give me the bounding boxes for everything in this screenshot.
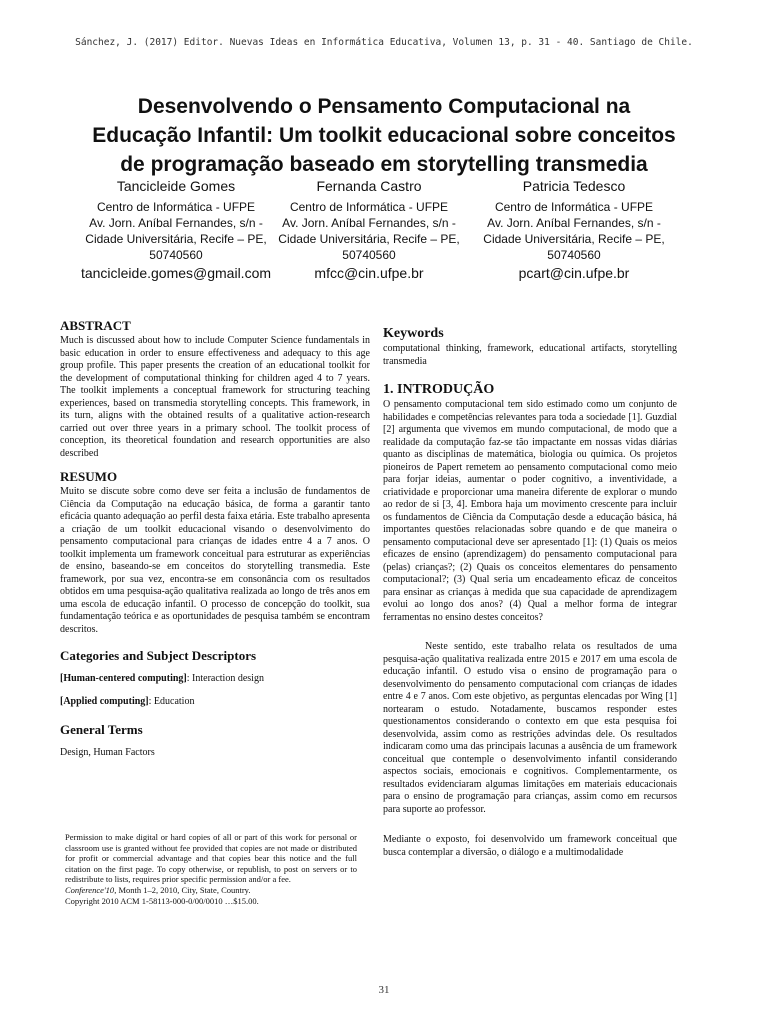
title-line: Desenvolvendo o Pensamento Computacional na	[137, 95, 631, 118]
resumo-heading: RESUMO	[60, 469, 118, 484]
author-address: Av. Jorn. Aníbal Fernandes, s/n -	[487, 216, 661, 230]
abstract-heading: ABSTRACT	[60, 318, 131, 333]
category-value: : Education	[148, 695, 195, 707]
author-address: Av. Jorn. Aníbal Fernandes, s/n -	[282, 216, 456, 230]
author-address: Cidade Universitária, Recife – PE,	[483, 232, 665, 246]
conference-line	[65, 885, 357, 896]
left-column	[60, 318, 370, 770]
author-name: Tancicleide Gomes	[116, 178, 236, 194]
author-name: Patricia Tedesco	[522, 178, 626, 194]
author-affiliation: Centro de Informática - UFPE	[96, 200, 256, 214]
keywords-text: computational thinking, framework, educational artifacts, storytelling transmedia	[383, 343, 677, 367]
category-label: [Human-centered computing]	[60, 673, 187, 684]
author-block	[269, 177, 469, 282]
author-email: mfcc@cin.ufpe.br	[314, 265, 424, 281]
category-item	[60, 673, 370, 686]
right-column	[383, 326, 677, 859]
author-postcode: 50740560	[149, 248, 203, 262]
copyright-notice	[65, 832, 357, 906]
category-item	[60, 696, 370, 709]
author-address: Cidade Universitária, Recife – PE,	[278, 232, 460, 246]
category-value: : Interaction design	[186, 673, 264, 684]
abstract-text: Much is discussed about how to include Computer Science fundamentals in basic education in order to ensure effectiveness and adequacy to this age group profile. This paper presents the creation of an educational toolkit for the development of computational thinking for children aged 4 to 7 years. The toolkit implements a conceptual framework for structuring teaching experiences, based on transmedia storytelling concepts. This framework, in its turn, aligns with the obtained results of a qualitative action-research carried out over three years in a primary school. The toolkit process of conception, its theoretical foundation and research opportunities are also described	[60, 335, 370, 459]
author-email: tancicleide.gomes@gmail.com	[80, 265, 272, 281]
general-terms-heading: General Terms	[60, 722, 143, 737]
author-address: Cidade Universitária, Recife – PE,	[85, 232, 267, 246]
intro-paragraph: O pensamento computacional tem sido estimado como um conjunto de habilidades e competências relevantes para toda a sociedade [1]. Guzdial [2] argumenta que vivemos em mundo computacional, de modo que a realidade da computação faz-se tão impactante em nossas vidas diárias quanto as disciplinas de matemática, biologia ou química. Os projetos pioneiros de Papert remetem ao pensamento computacional como meio para forjar ideias, aumentar o poder cognitivo, a inventividade, a criatividade e proporcionar uma maneira diferente de explorar o mundo ao redor de si [3, 4]. Embora haja um movimento crescente para incluir os fundamentos de Ciência da Computação desde a educação básica, há importantes questões relacionadas sobre quando e de que maneira o pensamento computacional deve ser apresentado [1]: (1) Quais os meios eficazes de ensino (aprendizagem) do pensamento computacional para (pelas) crianças?; (2) Quais os conceitos elementares do pensamento computacional?; (3) Qual seria um encadeamento eficaz de conceitos para ensinar as crianças à medida que sua capacidade de aprendizagem evolui ao longo dos anos? (4) Qual a melhor forma de integrar ferramentas no ensino destes conceitos?	[383, 399, 677, 623]
author-postcode: 50740560	[547, 248, 601, 262]
intro-paragraph: Neste sentido, este trabalho relata os resultados de uma pesquisa-ação qualitativa realizada entre 2015 e 2017 em uma escola de educação infantil. O estudo visa o ensino de programação para o desenvolvimento do pensamento computacional com crianças de idades entre 4 e 7 anos. Com este objetivo, as perguntas elencadas por Wing [1] nortearam o estudo. Notadamente, buscamos responder estes questionamentos considerando o contexto em que esta pesquisa foi desenvolvida, assim como as restrições advindas dele. Os resultados indicaram como uma das principais lacunas a ausência de um framework conceitual que contemple o desenvolvimento infantil considerando aspectos sociais, emocionais e cognitivos. Complementarmente, os resultados evidenciaram algumas limitações em materiais educacionais para o ensino de programação para crianças, assim como em recursos para suporte ao professor.	[383, 641, 677, 815]
permission-text: Permission to make digital or hard copies of all or part of this work for personal or classroom use is granted without fee provided that copies are not made or distributed for profit or commercial advantage and that copies bear this notice and the full citation on the first page. To copy otherwise, or republish, to post on servers or to redistribute to lists, requires prior specific permission and/or a fee.	[65, 832, 357, 885]
author-address: Av. Jorn. Aníbal Fernandes, s/n -	[89, 216, 263, 230]
author-block	[474, 177, 674, 282]
title-line: de programação baseado em storytelling transmedia	[120, 153, 648, 176]
author-affiliation: Centro de Informática - UFPE	[494, 200, 654, 214]
author-block	[76, 177, 276, 282]
resumo-text: Muito se discute sobre como deve ser feita a inclusão de fundamentos de Ciência da Computação na educação básica, de forma a garantir tanto eficácia quanto adequação ao perfil desta faixa etária. Este trabalho apresenta a criação de um toolkit educacional visando o desenvolvimento do pensamento computacional para crianças de idades entre 4 a 7 anos. O toolkit implementa um framework conceitual para estruturar as experiências de ensino, baseando-se em conceitos do storytelling transmedia. Este framework, por sua vez, encontra-se em consonância com os resultados obtidos em uma pesquisa-ação qualitativa realizada ao longo de três anos em uma escola de educação infantil. O processo de concepção do toolkit, sua fundamentação teórica e as oportunidades de pesquisa também se encontram descritos.	[60, 486, 370, 635]
category-label: [Applied computing]	[60, 695, 149, 707]
categories-heading: Categories and Subject Descriptors	[60, 648, 257, 663]
general-terms-text: Design, Human Factors	[60, 747, 155, 758]
paper-title	[40, 92, 728, 179]
author-email: pcart@cin.ufpe.br	[518, 265, 630, 281]
title-line: Educação Infantil: Um toolkit educacional sobre conceitos	[92, 124, 676, 147]
citation-header: Sánchez, J. (2017) Editor. Nuevas Ideas en Informática Educativa, Volumen 13, p. 31 - 40. Santiago de Chile.	[75, 37, 693, 48]
introduction-heading: 1. INTRODUÇÃO	[383, 382, 495, 397]
author-affiliation: Centro de Informática - UFPE	[289, 200, 449, 214]
intro-paragraph: Mediante o exposto, foi desenvolvido um framework conceitual que busca contemplar a diversão, o diálogo e a multimodalidade	[383, 834, 677, 858]
author-name: Fernanda Castro	[316, 178, 422, 194]
author-postcode: 50740560	[342, 248, 396, 262]
keywords-heading: Keywords	[383, 326, 444, 341]
copyright-line: Copyright 2010 ACM 1-58113-000-0/00/0010 …$15.00.	[65, 895, 259, 906]
conference-name: Conference'10	[65, 884, 115, 895]
page-number: 31	[378, 984, 390, 996]
conference-details: , Month 1–2, 2010, City, State, Country.	[114, 884, 251, 895]
